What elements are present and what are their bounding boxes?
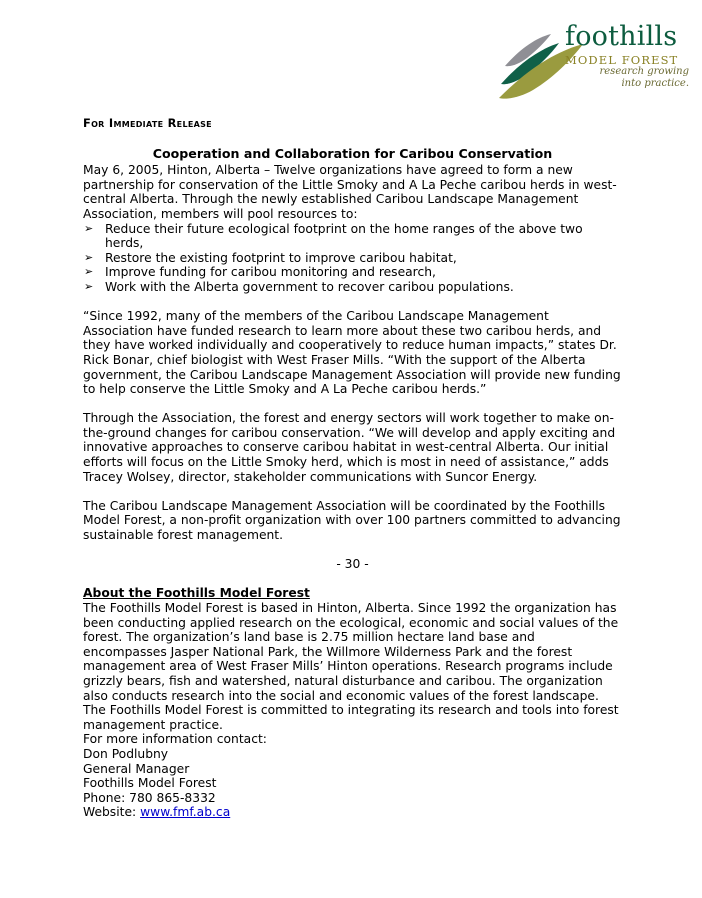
coordination-paragraph: The Caribou Landscape Management Association will be coordinated by the Foothills Model Forest, a non-profit organization with over 100 partners committed to advancing sustainable forest management. [83,498,621,543]
bonar-quote-paragraph: “Since 1992, many of the members of the Caribou Landscape Management Association have funded research to learn more about these two caribou herds, and they have worked individually and cooperatively to reduce human impacts,” states Dr. Rick Bonar, chief biologist with West Fraser Mills. “With the support of the Alberta government, the Caribou Landscape Management Association will provide new funding to help conserve the Little Smoky and A La Peche caribou herds.” [83,309,621,397]
arrow-bullet-icon: ➢ [84,265,94,279]
logo-tagline-line-2: into practice. [621,77,689,89]
about-paragraph: The Foothills Model Forest is based in Hinton, Alberta. Since 1992 the organization has been conducting applied research on the ecological, economic and social values of the forest. The organization’s land base is 2.75 million hectare land base and encompasses Jasper National Park, the Willmore Wilderness Park and the forest management area of West Fraser Mills’ Hinton operations. Research programs include grizzly bears, fish and watershed, natural disturbance and caribou. The organization also conducts research into the social and economic values of the forest landscape. The Foothills Model Forest is committed to integrating its research and tools into forest management practice. [83,601,619,732]
logo-wordmark [565,22,689,67]
contact-phone: Phone: 780 865-8332 [83,790,216,805]
logo-tagline-line-1: research growing [599,66,689,77]
association-paragraph: Through the Association, the forest and energy sectors will work together to make on-the-ground changes for caribou conservation. “We will develop and apply exciting and innovative approaches to conserve caribou habitat in west-central Alberta. Our initial efforts will focus on the Little Smoky herd, which is most in need of assistance,” adds Tracey Wolsey, director, stakeholder communications with Suncor Energy. [83,411,616,484]
arrow-bullet-icon: ➢ [84,250,94,264]
foothills-model-forest-logo [497,22,689,100]
logo-wordmark-model-forest: MODEL FOREST [565,53,679,67]
list-item [83,265,622,280]
list-item-label: Improve funding for caribou monitoring and research, [105,265,436,280]
contact-title: General Manager [83,761,190,776]
page-title: Cooperation and Collaboration for Caribou Conservation [152,145,553,161]
logo-tagline [575,66,689,89]
list-item [83,280,622,295]
end-mark: - 30 - [336,557,369,572]
website-link[interactable]: www.fmf.ab.ca [140,805,231,820]
contact-block [83,732,622,820]
release-label: For Immediate Release [83,116,212,130]
lead-paragraph: May 6, 2005, Hinton, Alberta – Twelve organizations have agreed to form a new partnership for conservation of the Little Smoky and A La Peche caribou herds in west- central Alberta. Through the newly established Caribou Landscape Management Association, members will pool resources to: [83,163,617,221]
list-item-label: Restore the existing footprint to improve caribou habitat, [105,250,457,265]
contact-name: Don Podlubny [83,746,169,761]
contact-organization: Foothills Model Forest [83,776,217,791]
press-release-document [83,116,622,820]
list-item-label: Reduce their future ecological footprint on the home ranges of the above two herds, [105,221,583,251]
list-item-label: Work with the Alberta government to recover caribou populations. [105,279,514,294]
arrow-bullet-icon: ➢ [84,279,94,293]
contact-website-line [83,805,622,820]
resource-commitments-list [83,222,622,295]
contact-website-label: Website: [83,805,141,820]
logo-wordmark-foothills: foothills [565,21,678,52]
contact-intro: For more information contact: [83,732,267,747]
list-item [83,222,622,251]
about-section-heading: About the Foothills Model Forest [83,586,310,601]
arrow-bullet-icon: ➢ [84,221,94,235]
list-item [83,251,622,266]
